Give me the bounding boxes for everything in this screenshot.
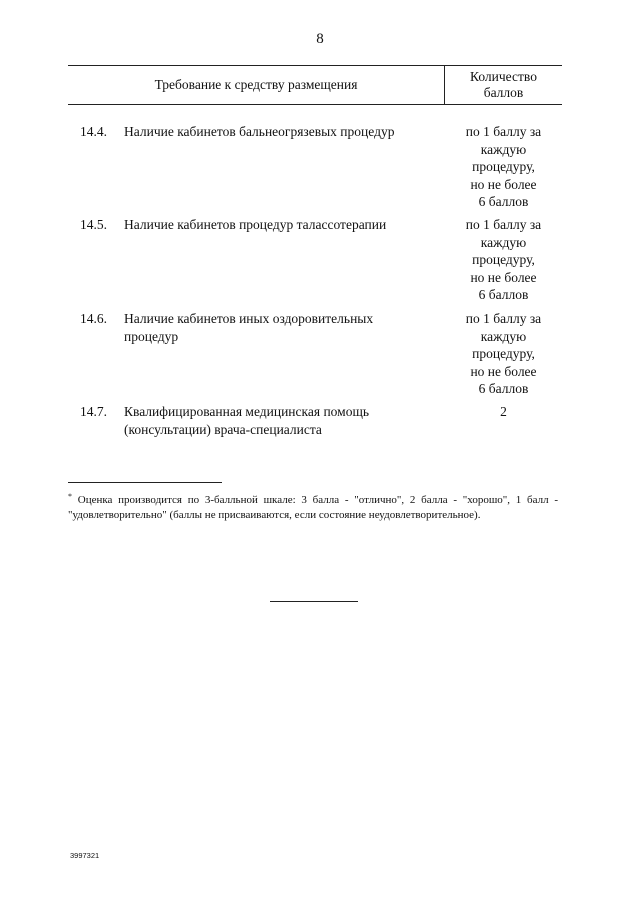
row-score-line: по 1 баллу за <box>465 217 542 232</box>
end-of-document-line <box>270 601 358 602</box>
row-score-line: но не более <box>470 176 537 192</box>
row-number: 14.5. <box>80 217 107 232</box>
footnote <box>68 490 558 522</box>
page-number: 8 <box>316 31 324 47</box>
row-requirement: Наличие кабинетов процедур талассотерапии <box>124 217 387 232</box>
row-score <box>445 403 562 421</box>
row-score-line: но не более <box>470 269 537 285</box>
footnote-text: Оценка производится по 3-балльной шкале: 3 балла - "отлично", 2 балла - "хорошо", 1 балл - "удовлетворительно" (баллы не присваиваются, если состояние неудовлетворительное). <box>68 494 558 521</box>
footnote-separator <box>68 482 222 483</box>
row-score-line: 6 баллов <box>478 194 529 209</box>
row-requirement: Квалифицированная медицинская помощь (консультации) врача-специалиста <box>124 404 370 437</box>
header-score <box>445 69 562 101</box>
document-code: 3997321 <box>70 851 100 860</box>
row-score <box>445 216 562 304</box>
row-number: 14.6. <box>80 311 107 326</box>
row-score-line: процедуру, <box>472 252 535 267</box>
row-number: 14.7. <box>80 404 107 419</box>
row-score-line: по 1 баллу за <box>465 311 542 326</box>
row-score-line: но не более <box>470 363 537 379</box>
row-score-line: 6 баллов <box>478 287 529 302</box>
header-requirement: Требование к средству размещения <box>154 77 358 92</box>
row-score-line: процедуру, <box>472 346 535 361</box>
row-score-line: каждую <box>480 141 527 157</box>
row-number: 14.4. <box>80 124 107 139</box>
row-score-line: каждую <box>480 328 527 344</box>
header-score-line1: Количество <box>470 69 537 84</box>
row-score-line: процедуру, <box>472 159 535 174</box>
requirements-table <box>68 65 562 437</box>
header-score-line2: баллов <box>483 85 524 100</box>
row-score <box>445 310 562 398</box>
row-requirement: Наличие кабинетов бальнеогрязевых процедур <box>124 124 395 139</box>
row-requirement: Наличие кабинетов иных оздоровительных процедур <box>124 311 374 344</box>
row-score-line: 6 баллов <box>478 381 529 396</box>
row-score-line: по 1 баллу за <box>465 124 542 139</box>
footnote-mark: * <box>68 492 72 501</box>
row-score-line: каждую <box>480 234 527 250</box>
table-header <box>68 65 562 105</box>
row-score-line: 2 <box>500 404 507 419</box>
row-score <box>445 123 562 211</box>
